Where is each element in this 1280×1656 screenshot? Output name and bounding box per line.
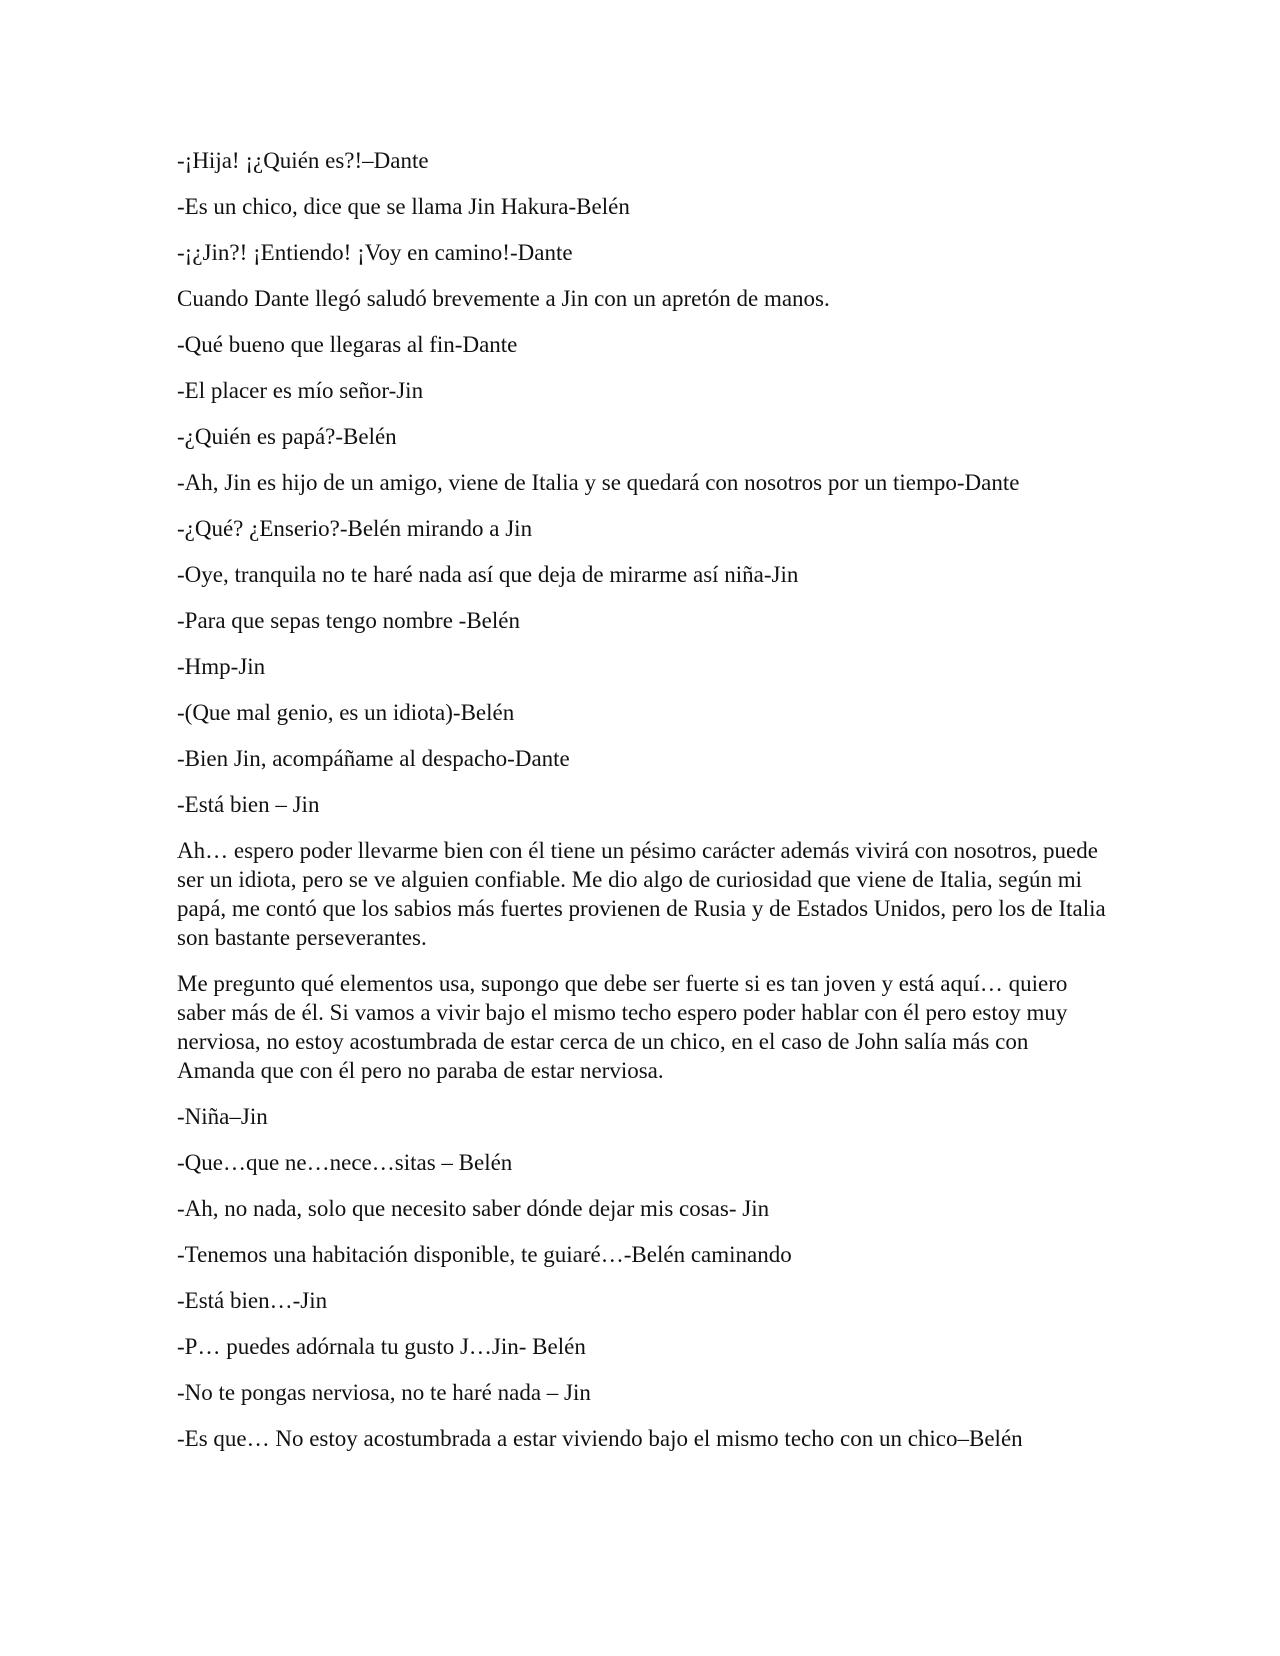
paragraph: -Qué bueno que llegaras al fin-Dante	[177, 332, 518, 357]
paragraph: -Bien Jin, acompáñame al despacho-Dante	[177, 746, 570, 771]
paragraph: Cuando Dante llegó saludó brevemente a Jin con un apretón de manos.	[177, 286, 830, 311]
paragraph: -Que…que ne…nece…sitas – Belén	[177, 1150, 513, 1175]
paragraph: Ah… espero poder llevarme bien con él tiene un pésimo carácter además vivirá con nosotros, puede ser un idiota, pero se ve alguien confiable. Me dio algo de curiosidad que viene de Italia, según mi papá, me contó que los sabios más fuertes provienen de Rusia y de Estados Unidos, pero los de Italia son bastante perseverantes.	[177, 838, 1106, 950]
paragraph: -Tenemos una habitación disponible, te guiaré…-Belén caminando	[177, 1242, 792, 1267]
paragraph: -No te pongas nerviosa, no te haré nada – Jin	[177, 1380, 591, 1405]
paragraph: -Está bien…-Jin	[177, 1288, 328, 1313]
paragraph: -Es un chico, dice que se llama Jin Hakura-Belén	[177, 194, 630, 219]
paragraph: -¿Qué? ¿Enserio?-Belén mirando a Jin	[177, 516, 533, 541]
paragraph: Me pregunto qué elementos usa, supongo que debe ser fuerte si es tan joven y está aquí… quiero saber más de él. Si vamos a vivir bajo el mismo techo espero poder hablar con él pero estoy muy nerviosa, no estoy acostumbrada de estar cerca de un chico, en el caso de John salía más con Amanda que con él pero no paraba de estar nerviosa.	[177, 971, 1068, 1083]
paragraph: -Para que sepas tengo nombre -Belén	[177, 608, 520, 633]
paragraph: -P… puedes adórnala tu gusto J…Jin- Belén	[177, 1334, 586, 1359]
paragraph: -¡¿Jin?! ¡Entiendo! ¡Voy en camino!-Dante	[177, 240, 573, 265]
paragraph: -El placer es mío señor-Jin	[177, 378, 424, 403]
paragraph: -Ah, Jin es hijo de un amigo, viene de Italia y se quedará con nosotros por un tiempo-Dante	[177, 470, 1020, 495]
paragraph: -¡Hija! ¡¿Quién es?!–Dante	[177, 148, 429, 173]
paragraph: -Niña–Jin	[177, 1104, 268, 1129]
paragraph: -Es que… No estoy acostumbrada a estar viviendo bajo el mismo techo con un chico–Belén	[177, 1426, 1023, 1451]
paragraph: -¿Quién es papá?-Belén	[177, 424, 397, 449]
document-body	[177, 146, 1107, 1470]
paragraph: -Está bien – Jin	[177, 792, 320, 817]
paragraph: -Hmp-Jin	[177, 654, 266, 679]
paragraph: -Ah, no nada, solo que necesito saber dónde dejar mis cosas- Jin	[177, 1196, 770, 1221]
paragraph: -(Que mal genio, es un idiota)-Belén	[177, 700, 515, 725]
paragraph: -Oye, tranquila no te haré nada así que deja de mirarme así niña-Jin	[177, 562, 799, 587]
